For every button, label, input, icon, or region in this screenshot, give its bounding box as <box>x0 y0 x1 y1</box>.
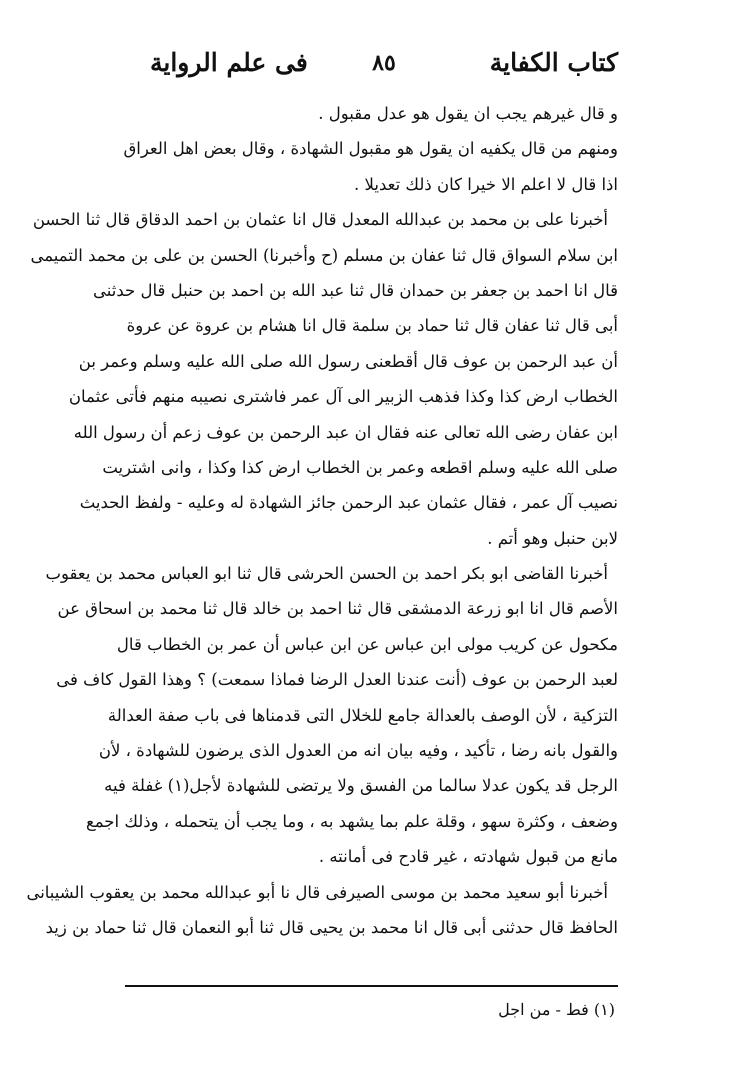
text-line: مكحول عن كريب مولى ابن عباس عن ابن عباس أن عمر بن الخطاب قال <box>116 634 618 654</box>
text-line: ابن عفان رضى الله تعالى عنه فقال ان عبد الرحمن بن عوف زعم أن رسول الله <box>73 422 618 442</box>
text-line: والقول بانه رضا ، تأكيد ، وفيه بيان انه من العدول الذى يرضون للشهادة ، لأن <box>98 741 618 761</box>
text-line: صلى الله عليه وسلم اقطعه وعمر بن الخطاب ارض كذا وكذا ، وانى اشتريت <box>102 457 618 477</box>
text-line: نصيب آل عمر ، فقال عثمان عبد الرحمن جائز الشهادة له وعليه - ولفظ الحديث <box>79 493 618 513</box>
text-line: لابن حنبل وهو أتم . <box>487 528 618 548</box>
text-line: مانع من قبول شهادته ، غير قادح فى أمانته . <box>318 847 618 867</box>
text-line: أن عبد الرحمن بن عوف قال أقطعنى رسول الله صلى الله عليه وسلم وعمر بن <box>78 351 618 371</box>
text-line: التزكية ، لأن الوصف بالعدالة جامع للخلال التى قدمناها فى باب صفة العدالة <box>107 705 618 725</box>
text-line: أبى قال ثنا عفان قال ثنا حماد بن سلمة قال انا هشام بن عروة عن عروة <box>126 316 618 336</box>
text-line: أخبرنا على بن محمد بن عبدالله المعدل قال انا عثمان بن احمد الدقاق قال ثنا الحسن <box>32 210 608 230</box>
main-text <box>26 96 618 945</box>
footnote-divider <box>125 985 618 987</box>
text-line: ابن سلام السواق قال ثنا عفان بن مسلم (ح وأخبرنا) الحسن بن على بن محمد التميمى <box>30 245 618 265</box>
text-line: و قال غيرهم يجب ان يقول هو عدل مقبول . <box>318 104 618 123</box>
running-subject-title: فى علم الرواية <box>150 48 308 77</box>
text-line: الحافظ قال حدثنى أبى قال انا محمد بن يحيى قال ثنا أبو النعمان قال ثنا حماد بن زيد <box>45 917 618 937</box>
text-line: قال انا احمد بن جعفر بن حمدان قال ثنا عبد الله بن احمد بن حنبل قال حدثنى <box>93 280 618 300</box>
text-line: الرجل قد يكون عدلا سالما من الفسق ولا يرتضى للشهادة لأجل(١) غفلة فيه <box>104 776 618 796</box>
page-header <box>150 48 618 88</box>
text-line: أخبرنا أبو سعيد محمد بن موسى الصيرفى قال نا أبو عبدالله محمد بن يعقوب الشيبانى <box>26 882 608 902</box>
page-number: ٨٥ <box>372 50 396 76</box>
text-line: لعبد الرحمن بن عوف (أنت عندنا العدل الرضا فماذا سمعت) ؟ وهذا القول كاف فى <box>56 670 618 690</box>
text-line: الأصم قال انا ابو زرعة الدمشقى قال ثنا احمد بن خالد قال ثنا محمد بن اسحاق عن <box>57 599 618 619</box>
text-line: الخطاب ارض كذا وكذا فذهب الزبير الى آل عمر فاشترى نصيبه منهم فأتى عثمان <box>68 387 618 407</box>
text-line: اذا قال لا اعلم الا خيرا كان ذلك تعديلا . <box>354 174 618 194</box>
footnote: (١) فط - من اجل <box>498 1000 615 1019</box>
text-line: ومنهم من قال يكفيه ان يقول هو مقبول الشهادة ، وقال بعض اهل العراق <box>123 139 618 159</box>
text-line: أخبرنا القاضى ابو بكر احمد بن الحسن الحرشى قال ثنا ابو العباس محمد بن يعقوب <box>45 564 608 584</box>
book-title: كتاب الكفاية <box>489 48 618 77</box>
text-line: وضعف ، وكثرة سهو ، وقلة علم بما يشهد به ، وما يجب أن يتحمله ، وذلك اجمع <box>85 811 618 831</box>
